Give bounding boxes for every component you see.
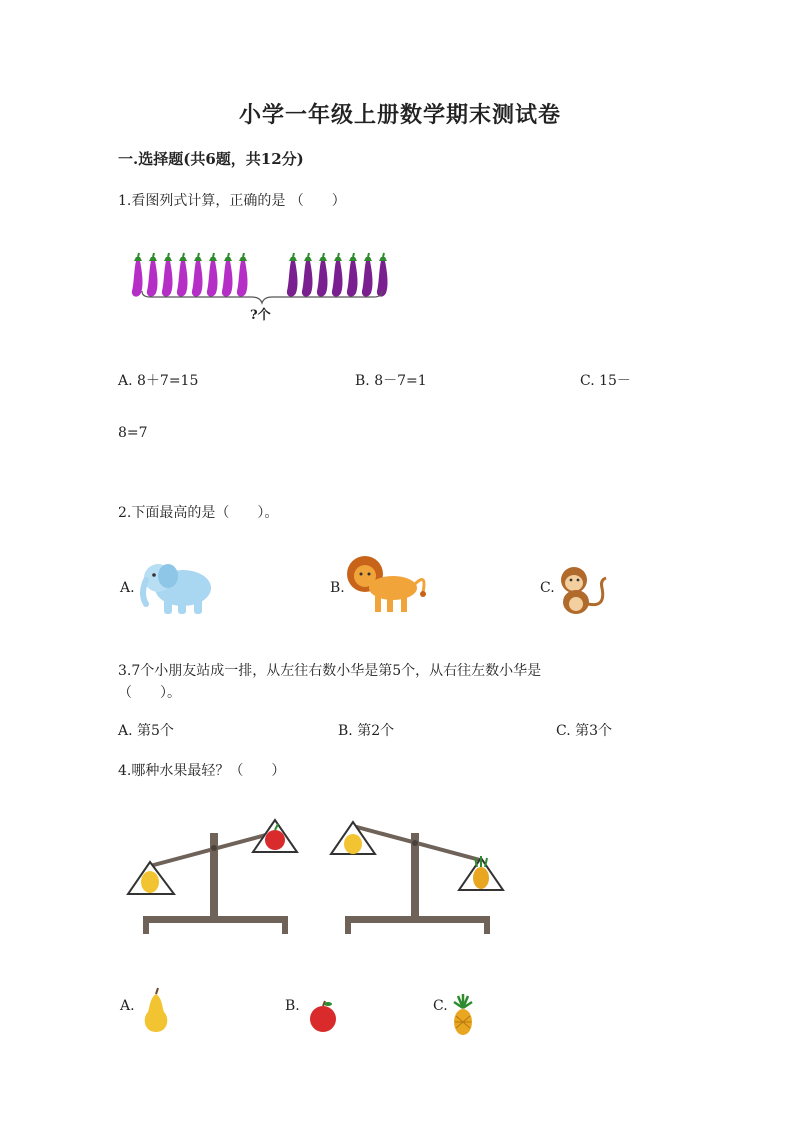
- pineapple-icon: [450, 994, 476, 1036]
- monkey-icon: [556, 564, 611, 619]
- page-title: 小学一年级上册数学期末测试卷: [238, 102, 561, 128]
- question-1-stem: 1.看图列式计算，正确的是 （ ）: [118, 193, 346, 209]
- question-3-stem-line2: （ ）。: [118, 685, 181, 701]
- eggplant-icon: [317, 253, 328, 297]
- eggplant-icon: [377, 253, 388, 297]
- elephant-icon: [138, 558, 218, 618]
- q4-option-c[interactable]: C.: [433, 998, 448, 1014]
- question-2-stem: 2.下面最高的是（ ）。: [118, 505, 279, 521]
- figure-label: ?个: [250, 308, 271, 323]
- eggplant-group-right: [287, 253, 388, 297]
- eggplant-icon: [177, 253, 188, 297]
- q3-option-a[interactable]: A. 第5个: [118, 723, 174, 739]
- eggplant-icon: [222, 253, 233, 297]
- section-heading: 一.选择题(共6题，共12分): [118, 150, 304, 168]
- q2-option-b[interactable]: B.: [330, 580, 345, 596]
- eggplant-icon: [192, 253, 203, 297]
- q1-option-c[interactable]: C. 15－: [580, 373, 631, 389]
- eggplant-icon: [147, 253, 158, 297]
- q4-option-a[interactable]: A.: [120, 998, 135, 1014]
- question-4-stem: 4.哪种水果最轻？（ ）: [118, 763, 286, 779]
- q1-option-a[interactable]: A. 8＋7=15: [118, 373, 199, 389]
- pear-icon: [138, 988, 174, 1034]
- q3-option-b[interactable]: B. 第2个: [338, 723, 395, 739]
- question-3-stem-line1: 3.7个小朋友站成一排，从左往右数小华是第5个，从右往左数小华是: [118, 663, 542, 679]
- eggplant-icon: [207, 253, 218, 297]
- apple-icon: [307, 1000, 339, 1034]
- eggplant-icon: [132, 253, 143, 297]
- eggplant-group-left: [132, 253, 248, 297]
- q1-option-b[interactable]: B. 8－7=1: [355, 373, 427, 389]
- eggplant-icon: [347, 253, 358, 297]
- balance-scale-right: [331, 822, 503, 934]
- balance-scales: [125, 818, 510, 938]
- q2-option-a[interactable]: A.: [120, 580, 135, 596]
- balance-scale-left: [128, 820, 297, 934]
- lion-icon: [345, 552, 430, 617]
- q4-option-b[interactable]: B.: [285, 998, 300, 1014]
- eggplant-icon: [362, 253, 373, 297]
- q3-option-c[interactable]: C. 第3个: [556, 723, 613, 739]
- eggplant-icon: [302, 253, 313, 297]
- eggplant-icon: [162, 253, 173, 297]
- eggplant-icon: [237, 253, 248, 297]
- eggplant-icon: [287, 253, 298, 297]
- q1-option-c-wrap: 8=7: [118, 425, 148, 441]
- eggplant-icon: [332, 253, 343, 297]
- q2-option-c[interactable]: C.: [540, 580, 555, 596]
